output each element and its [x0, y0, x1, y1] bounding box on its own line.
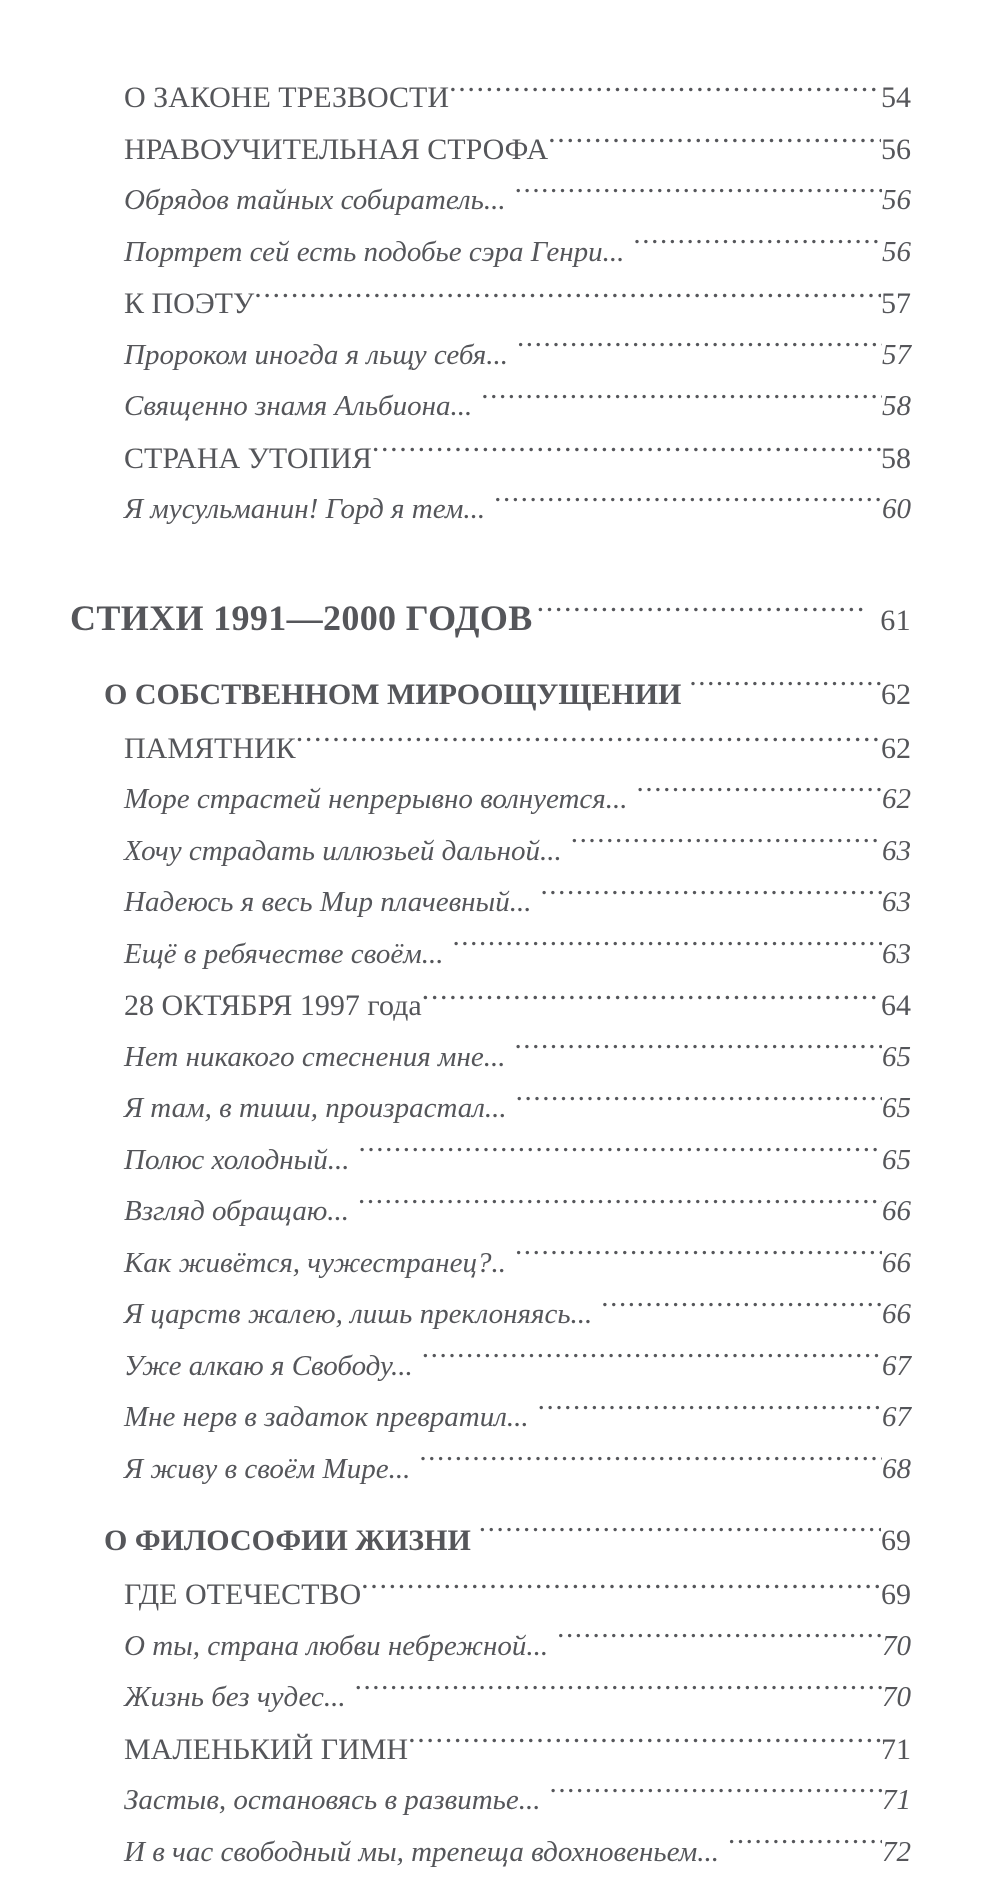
toc-page-number: 64 — [881, 980, 911, 1032]
dot-leader — [548, 129, 881, 159]
toc-entry-firstline[interactable] — [0, 227, 983, 279]
toc-entry-title: Нет никакого стеснения мне... — [124, 1032, 514, 1084]
dot-leader — [689, 674, 881, 704]
dot-leader — [361, 1574, 881, 1604]
toc-entry-firstline[interactable] — [0, 330, 983, 382]
toc-page-number: 68 — [882, 1444, 911, 1496]
toc-entry-firstline[interactable] — [0, 1775, 983, 1827]
toc-entry-title: Жизнь без чудес... — [124, 1672, 355, 1724]
dot-leader — [728, 1832, 882, 1861]
toc-entry-title: О ты, страна любви небрежной... — [124, 1621, 557, 1673]
toc-page-number: 58 — [882, 381, 911, 433]
toc-page-number: 65 — [882, 1135, 911, 1187]
dot-leader — [601, 1294, 882, 1323]
toc-page-number: 56 — [882, 227, 911, 279]
toc-entry-firstline[interactable] — [0, 1032, 983, 1084]
toc-page-number: 57 — [881, 278, 911, 330]
dot-leader — [479, 1520, 881, 1550]
toc-entry-title: Полюс холодный... — [124, 1135, 359, 1187]
toc-page-number: 62 — [882, 774, 911, 826]
toc-page-number: 56 — [882, 175, 911, 227]
dot-leader — [494, 489, 882, 518]
toc-entry-title: Застыв, остановясь в развитье... — [124, 1775, 549, 1827]
toc-entry-firstline[interactable] — [0, 1392, 983, 1444]
toc-entry-title: НРАВОУЧИТЕЛЬНАЯ СТРОФА — [124, 124, 548, 176]
toc-page-number: 61 — [868, 593, 911, 649]
toc-entry-title: Я живу в своём Мире... — [124, 1444, 419, 1496]
toc-entry[interactable] — [0, 124, 983, 176]
toc-entry[interactable] — [0, 723, 983, 775]
toc-entry-title: ГДЕ ОТЕЧЕСТВО — [124, 1569, 361, 1621]
dot-leader — [549, 1780, 882, 1809]
toc-entry-title: Портрет сей есть подобье сэра Генри... — [124, 227, 633, 279]
toc-entry-title: МАЛЕНЬКИЙ ГИМН — [124, 1724, 408, 1776]
toc-page-number: 62 — [881, 667, 911, 723]
toc-subsection[interactable] — [0, 1513, 983, 1569]
toc-entry-firstline[interactable] — [0, 1672, 983, 1724]
toc-page-number: 70 — [882, 1672, 911, 1724]
toc-entry-title: Священно знамя Альбиона... — [124, 381, 481, 433]
toc-entry-title: О ФИЛОСОФИИ ЖИЗНИ — [104, 1513, 479, 1569]
toc-page-number: 56 — [881, 124, 911, 176]
toc-entry-firstline[interactable] — [0, 1238, 983, 1290]
toc-entry-title: Я там, в тиши, произрастал... — [124, 1083, 516, 1135]
toc-page-number: 54 — [881, 72, 911, 124]
toc-page-number: 58 — [881, 433, 911, 485]
toc-page-number: 57 — [882, 330, 911, 382]
toc-entry-firstline[interactable] — [0, 1083, 983, 1135]
toc-entry-title: И в час свободный мы, трепеща вдохновеньем... — [124, 1827, 728, 1878]
toc-entry[interactable] — [0, 1569, 983, 1621]
toc-entry-firstline[interactable] — [0, 1621, 983, 1673]
dot-leader — [514, 1037, 882, 1066]
dot-leader — [372, 438, 881, 468]
toc-entry-title: Пророком иногда я льщу себя... — [124, 330, 517, 382]
toc-entry-firstline[interactable] — [0, 774, 983, 826]
dot-leader — [515, 180, 882, 209]
toc-entry-title: СТРАНА УТОПИЯ — [124, 433, 372, 485]
toc-entry-firstline[interactable] — [0, 1186, 983, 1238]
toc-entry-title: Мне нерв в задаток превратил... — [124, 1392, 538, 1444]
dot-leader — [516, 1088, 882, 1117]
dot-leader — [452, 934, 882, 963]
dot-leader — [538, 1397, 882, 1426]
toc-entry[interactable] — [0, 72, 983, 124]
toc-page-number: 72 — [882, 1827, 911, 1878]
toc-entry-firstline[interactable] — [0, 1827, 983, 1878]
toc-entry-firstline[interactable] — [0, 175, 983, 227]
toc-page-number: 67 — [882, 1392, 911, 1444]
toc-page-number: 69 — [881, 1569, 911, 1621]
toc-entry-firstline[interactable] — [0, 826, 983, 878]
dot-leader — [422, 1346, 882, 1375]
dot-leader — [296, 728, 881, 758]
toc-page-number: 63 — [882, 826, 911, 878]
toc-part-heading[interactable] — [0, 590, 983, 649]
toc-entry-firstline[interactable] — [0, 1341, 983, 1393]
toc-entry-firstline[interactable] — [0, 1135, 983, 1187]
toc-entry[interactable] — [0, 980, 983, 1032]
dot-leader — [515, 1243, 882, 1272]
toc-entry-title: Как живётся, чужестранец?.. — [124, 1238, 515, 1290]
toc-page-number: 63 — [882, 929, 911, 981]
dot-leader — [633, 232, 882, 261]
dot-leader — [408, 1729, 881, 1759]
toc-entry-firstline[interactable] — [0, 381, 983, 433]
dot-leader — [359, 1140, 882, 1169]
toc-entry[interactable] — [0, 433, 983, 485]
toc-entry[interactable] — [0, 1724, 983, 1776]
toc-page-number: 65 — [882, 1032, 911, 1084]
toc-page-number: 70 — [882, 1621, 911, 1673]
dot-leader — [419, 1449, 882, 1478]
toc-entry-title: Хочу страдать иллюзьей дальной... — [124, 826, 571, 878]
toc-entry-firstline[interactable] — [0, 484, 983, 536]
dot-leader — [481, 386, 882, 415]
toc-entry-title: Море страстей непрерывно волнуется... — [124, 774, 637, 826]
toc-page-number: 69 — [881, 1513, 911, 1569]
toc-page-number: 63 — [882, 877, 911, 929]
toc-page-number: 71 — [881, 1724, 911, 1776]
toc-entry-firstline[interactable] — [0, 1444, 983, 1496]
toc-entry-title: К ПОЭТУ — [124, 278, 254, 330]
toc-page-number: 66 — [882, 1238, 911, 1290]
toc-entry-title: Надеюсь я весь Мир плачевный... — [124, 877, 540, 929]
toc-page-number: 62 — [881, 723, 911, 775]
toc-page-number: 66 — [882, 1186, 911, 1238]
dot-leader — [537, 594, 869, 630]
dot-leader — [355, 1677, 882, 1706]
toc-entry-title: О ЗАКОНЕ ТРЕЗВОСТИ — [124, 72, 449, 124]
toc-entry-firstline[interactable] — [0, 929, 983, 981]
dot-leader — [449, 77, 881, 107]
toc-page-number: 60 — [882, 484, 911, 536]
dot-leader — [422, 985, 881, 1015]
toc-entry-title: СТИХИ 1991—2000 ГОДОВ — [70, 590, 537, 646]
toc-entry-title: Уже алкаю я Свободу... — [124, 1341, 422, 1393]
toc-page-number: 65 — [882, 1083, 911, 1135]
toc-entry-title: Я мусульманин! Горд я тем... — [124, 484, 494, 536]
toc-entry-firstline[interactable] — [0, 1289, 983, 1341]
toc-page-number: 67 — [882, 1341, 911, 1393]
dot-leader — [358, 1191, 882, 1220]
toc-entry-firstline[interactable] — [0, 877, 983, 929]
toc-entry-title: Взгляд обращаю... — [124, 1186, 358, 1238]
toc-page-number: 66 — [882, 1289, 911, 1341]
toc-entry-title: Ещё в ребячестве своём... — [124, 929, 452, 981]
toc-entry-title: Обрядов тайных собиратель... — [124, 175, 515, 227]
toc-entry[interactable] — [0, 278, 983, 330]
toc-page-number: 71 — [882, 1775, 911, 1827]
toc-entry-title: Я царств жалею, лишь преклоняясь... — [124, 1289, 601, 1341]
dot-leader — [637, 779, 882, 808]
toc-entry-title: ПАМЯТНИК — [124, 723, 296, 775]
toc-entry-title: О СОБСТВЕННОМ МИРООЩУЩЕНИИ — [104, 667, 689, 723]
dot-leader — [557, 1626, 882, 1655]
dot-leader — [540, 882, 882, 911]
dot-leader — [254, 283, 881, 313]
dot-leader — [517, 335, 882, 364]
toc-entry-title: 28 ОКТЯБРЯ 1997 года — [124, 980, 422, 1032]
dot-leader — [571, 831, 882, 860]
toc-subsection[interactable] — [0, 667, 983, 723]
